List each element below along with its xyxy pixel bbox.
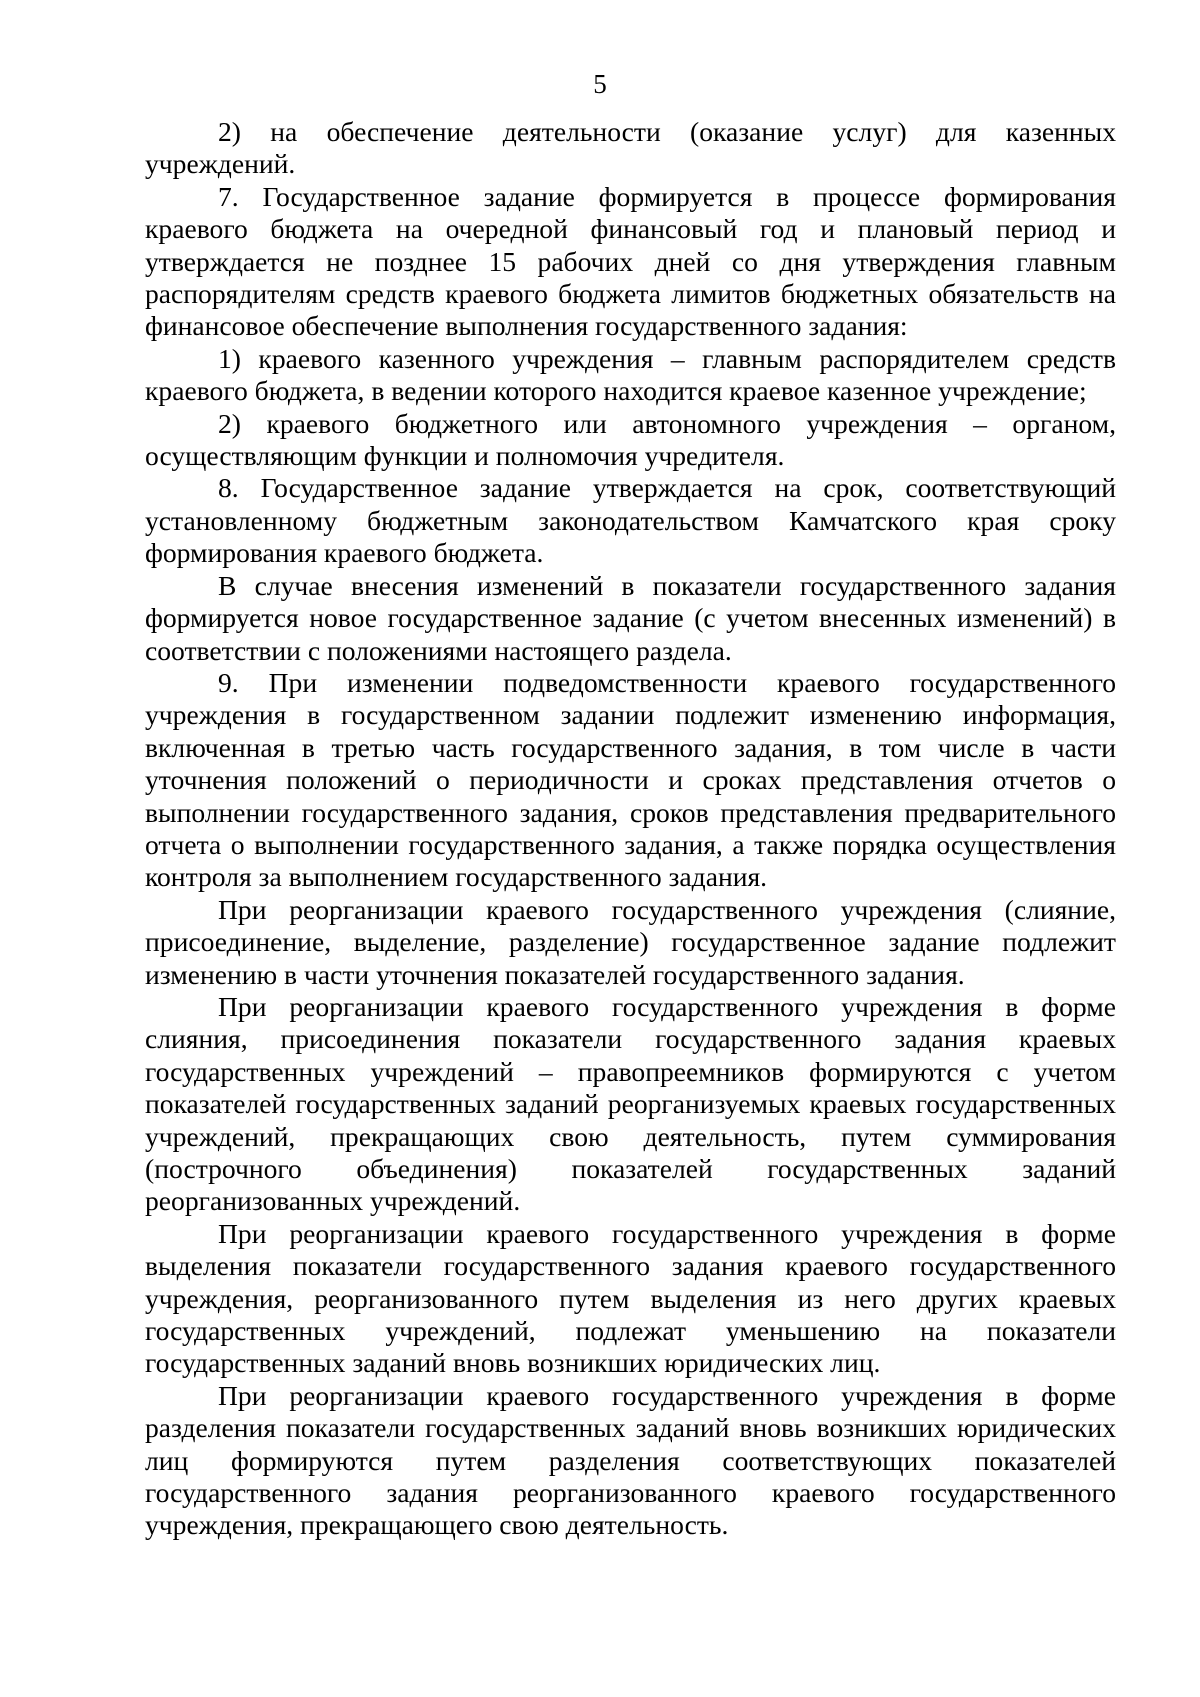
paragraph-section-9: 9. При изменении подведомственности краевого государственного учреждения в государственном задании подлежит изменению информация, включенная в третью часть государственного задания, в том числе в части уточнения положений о периодичности и сроках представления отчетов о выполнении государственного задания, сроков представления предварительного отчета о выполнении государственного задания, а также порядка осуществления контроля за выполнением государственного задания. [145,666,1116,893]
paragraph-reorganization-merger: При реорганизации краевого государственного учреждения в форме слияния, присоединения показатели государственного задания краевых государственных учреждений – правопреемников формируются с учетом показателей государственных заданий реорганизуемых краевых государственных учреждений, прекращающих свою деятельность, путем суммирования (построчного объединения) показателей государственных заданий реорганизованных учреждений. [145,990,1116,1217]
page-number: 5 [593,69,607,99]
paragraph-reorganization-general: При реорганизации краевого государственного учреждения (слияние, присоединение, выделение, разделение) государственное задание подлежит изменению в части уточнения показателей государственного задания. [145,893,1116,990]
paragraph-section-8: 8. Государственное задание утверждается на срок, соответствующий установленному бюджетным законодательством Камчатского края сроку формирования краевого бюджета. [145,472,1116,569]
paragraph-item-1-treasury-institution: 1) краевого казенного учреждения – главным распорядителем средств краевого бюджета, в ведении которого находится краевое казенное учреждение; [145,342,1116,407]
paragraph-item-2-budget-institutions: 2) на обеспечение деятельности (оказание услуг) для казенных учреждений. [145,116,1116,180]
paragraph-changes-to-indicators: В случае внесения изменений в показатели государственного задания формируется новое государственное задание (с учетом внесенных изменений) в соответствии с положениями настоящего раздела. [145,569,1116,666]
paragraph-section-7: 7. Государственное задание формируется в процессе формирования краевого бюджета на очередной финансовый год и плановый период и утверждается не позднее 15 рабочих дней со дня утверждения главным распорядителям средств краевого бюджета лимитов бюджетных обязательств на финансовое обеспечение выполнения государственного задания: [145,180,1116,342]
paragraph-reorganization-division: При реорганизации краевого государственного учреждения в форме разделения показатели государственных заданий вновь возникших юридических лиц формируются путем разделения соответствующих показателей государственного задания реорганизованного краевого государственного учреждения, прекращающего свою деятельность. [145,1379,1116,1541]
document-body [145,116,1116,1542]
paragraph-item-2-budget-autonomous-institution: 2) краевого бюджетного или автономного учреждения – органом, осуществляющим функции и полномочия учредителя. [145,407,1116,472]
paragraph-reorganization-separation: При реорганизации краевого государственного учреждения в форме выделения показатели государственного задания краевого государственного учреждения, реорганизованного путем выделения из него других краевых государственных учреждений, подлежат уменьшению на показатели государственных заданий вновь возникших юридических лиц. [145,1217,1116,1379]
